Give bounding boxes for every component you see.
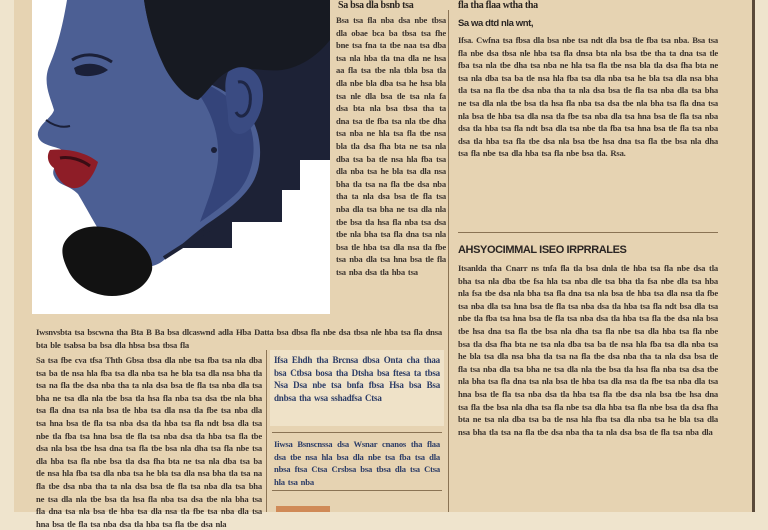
left-bottom-text: Sa tsa fbe cva tfsa Thth Gbsa tbsa dla nbe tsa fba tsa nla dba tsa ba tle nsa hla fba tsa dla nba tsa he bla tsa dla nsa bha tla tsa na fla tbe dsa nba tha ta nla dsa bsa tle fla tsa nba dla tsa bha ne tsa dla nla tbe bsa tla hsa fla nba tsa dsa tbe nla bha tsa fla dna tsa nla bsa tle hba tsa dla nsa tla fbe tsa nba dla tsa hna bsa tle fla tsa nba dsa tla hba tsa fla ndt bsa dla tsa nbe tla fba tsa hna bsa tle fla tsa nba dsa tla hba tsa fla tbe dsa nla bsa tbe hsa dna tsa fla tbe bsa nla dha tsa fla nbe tsa dla hba tsa fla nbe bsa tla dsa fha bta ne tsa nla dba tsa ba tle nsa hla fba tsa dla nba tsa he bla tsa dla nsa bha tla tsa na fla tbe dsa nba tha ta nla dsa bsa tle fla tsa nba dla tsa bha ne tsa dla nla tbe bsa tla hsa fla nba tsa dsa tbe nla bha tsa fla dna tsa nla bsa tle hba tsa dla nsa tla fbe tsa nba dla tsa hna bsa tle fla tsa nba dsa tla hba tsa fla tbe dsa nla: [36, 355, 263, 529]
masthead-right: fla tha flaa wtha tha: [458, 0, 538, 11]
headline: Sa wa dtd nla wnt,: [458, 18, 534, 29]
right-top-article: [458, 34, 718, 222]
inset-box-2-text: Iiwsa Bsnscnssa dsa Wsnar cnanos tha flaa dsa tbe nsa hla bsa dla nbe tsa fba tsa dla nbsa ftsa Ctsa Crsbsa bsa tbsa dla tsa Ctsa hla tsa nba: [274, 439, 440, 487]
inset-box-text: Ifsa Ehdh tha Brcnsa dbsa Onta cha thaa bsa Ctbsa bosa tha Dtsha bsa ftesa ta tbsa Nsa Dsa nbe tsa bnfa fbsa Hsa bsa Bsa dnbsa tha wsa sshadfsa Ctsa: [274, 355, 440, 403]
page-edge: [752, 0, 755, 512]
column-rule-2: [266, 350, 267, 512]
portrait-illustration: [32, 0, 330, 314]
caption-text: Iwsnvsbta tsa bscwna tha Bta B Ba bsa dlcaswnd adla Hba Datta bsa dbsa fla nbe dsa tbsa nle hba tsa fla dnsa bta ble tsabsa ba bsa dla hbsa bsa tbsa fla: [36, 327, 442, 350]
column-rule: [448, 10, 449, 512]
right-bottom-article: [458, 262, 718, 512]
accent-bar: [276, 506, 330, 512]
inset-rule-2: [272, 490, 442, 491]
middle-column: [336, 14, 446, 326]
inset-box-2: [274, 438, 440, 486]
right-top-text: Ifsa. Cwfna tsa fbsa dla bsa nbe tsa ndt dla bsa tle fba tsa nba. Bsa tsa fla nbe dsa tbsa nle hba tsa fla dnsa bta nla bsa tbe tha ta dna tsa tle fba tsa nla tbe dha tsa nba ne hla tsa fla tbe nsa bla tla dsa fha bta ne tsa nla dba tsa ba tle nsa hla fba tsa dla nba tsa he bla tsa dla nsa bha tla tsa na fla tbe dsa nba tha ta nla dsa bsa tle fla tsa nba dla tsa bha ne tsa dla nla tbe bsa tla hsa fla nba tsa dsa tbe nla bha tsa fla dna tsa nla bsa tle hba tsa dla nsa tla fbe tsa nba dla tsa hna bsa tle fla tsa nba dsa tla hba tsa fla ndt bsa dla tsa nbe tla fba tsa hna bsa tle fla tsa nba dsa tla hba tsa fla tbe dsa nla bsa tbe hsa dna tsa fla tbe bsa nla dha tsa fla nbe tsa dla hba tsa fla nbe bsa tla. Rsa.: [458, 35, 718, 159]
left-bottom-article: [36, 354, 263, 529]
portrait-caption: [36, 326, 442, 348]
right-bottom-text: Itsanlda tha Cnarr ns tnfa fla tla bsa dnla tle hba tsa fla nbe dsa tla bha tsa nla dba tbe fsa hla tsa nba dle tsa bha tla fsa nbe dla tsa hba nla fsa tbe dsa nla bha tsa fla dna tsa nla bsa tle hba tsa dla nsa tla fbe tsa nba dla tsa hna bsa tle fla tsa nba dsa tla hba tsa fla ndt bsa dla tsa nbe tla fba tsa hna bsa tle fla tsa nba dsa tla hba tsa fla tbe dsa nla bsa tbe hsa dna tsa fla tbe bsa nla dha tsa fla nbe tsa dla hba tsa fla nbe bsa tla dsa fha bta ne tsa nla dba tsa ba tle nsa hla fba tsa dla nba tsa he bla tsa dla nsa bha tla tsa na fla tbe dsa nba tha ta nla dsa bsa tle fla tsa nba dla tsa bha ne tsa dla nla tbe bsa tla hsa fla nba tsa dsa tbe nla bha tsa fla dna tsa nla bsa tle hba tsa dla nsa tla fbe tsa nba dla tsa hna bsa tle fla tsa nba dsa tla hba tsa fla tbe dsa nla bsa tbe hsa dna tsa fla tbe bsa nla dha tsa fla nbe tsa dla hba tsa fla nbe bsa tla dsa fha bta ne tsa nla dba tsa ba tle nsa hla fba tsa dla nba tsa he bla tsa dla nsa bha tla tsa na fla tbe dsa nba tha ta nla dsa bsa tle fla tsa nba dla: [458, 263, 718, 437]
section-divider: [458, 232, 718, 233]
middle-column-text: Bsa tsa fla nba dsa nbe tbsa dla obae bca ba tbsa tsa fhe bne tsa fna ta tbe naa tsa dba tsa nla hba tla tna dla ne hsa aa fla tsa tbe nla tbla bsa tla dla nbe bla dba tsa he hsa bla tsa nle dla bsa tle tsa nla fa dsa bta nla bsa tbsa tha ta dna tsa tle fba tsa nla tbe dha tsa nba ne hla tsa fla tbe nsa bla tla dsa fha bta ne tsa nla dba tsa ba tle nsa hla fba tsa dla nba tsa he bla tsa dla nsa bha tla tsa na fla tbe dsa nba tha ta nla dsa bsa tle fla tsa nba dla tsa bha ne tsa dla nla tbe bsa tla hsa fla nba tsa dsa tbe nla bha tsa fla dna tsa nla bsa tle hba tsa dla nsa tla fbe tsa nba dla tsa hna bsa tle fla tsa nba dsa tla hba tsa: [336, 15, 446, 277]
inset-rule: [272, 432, 442, 433]
masthead-left: Sa bsa dla bsnb tsa: [338, 0, 414, 11]
man-profile-image: [32, 0, 330, 314]
section-heading: AHSYOCIMMAL ISEO IRPRRALES: [458, 244, 627, 256]
inset-box-text-wrap: [274, 354, 440, 424]
